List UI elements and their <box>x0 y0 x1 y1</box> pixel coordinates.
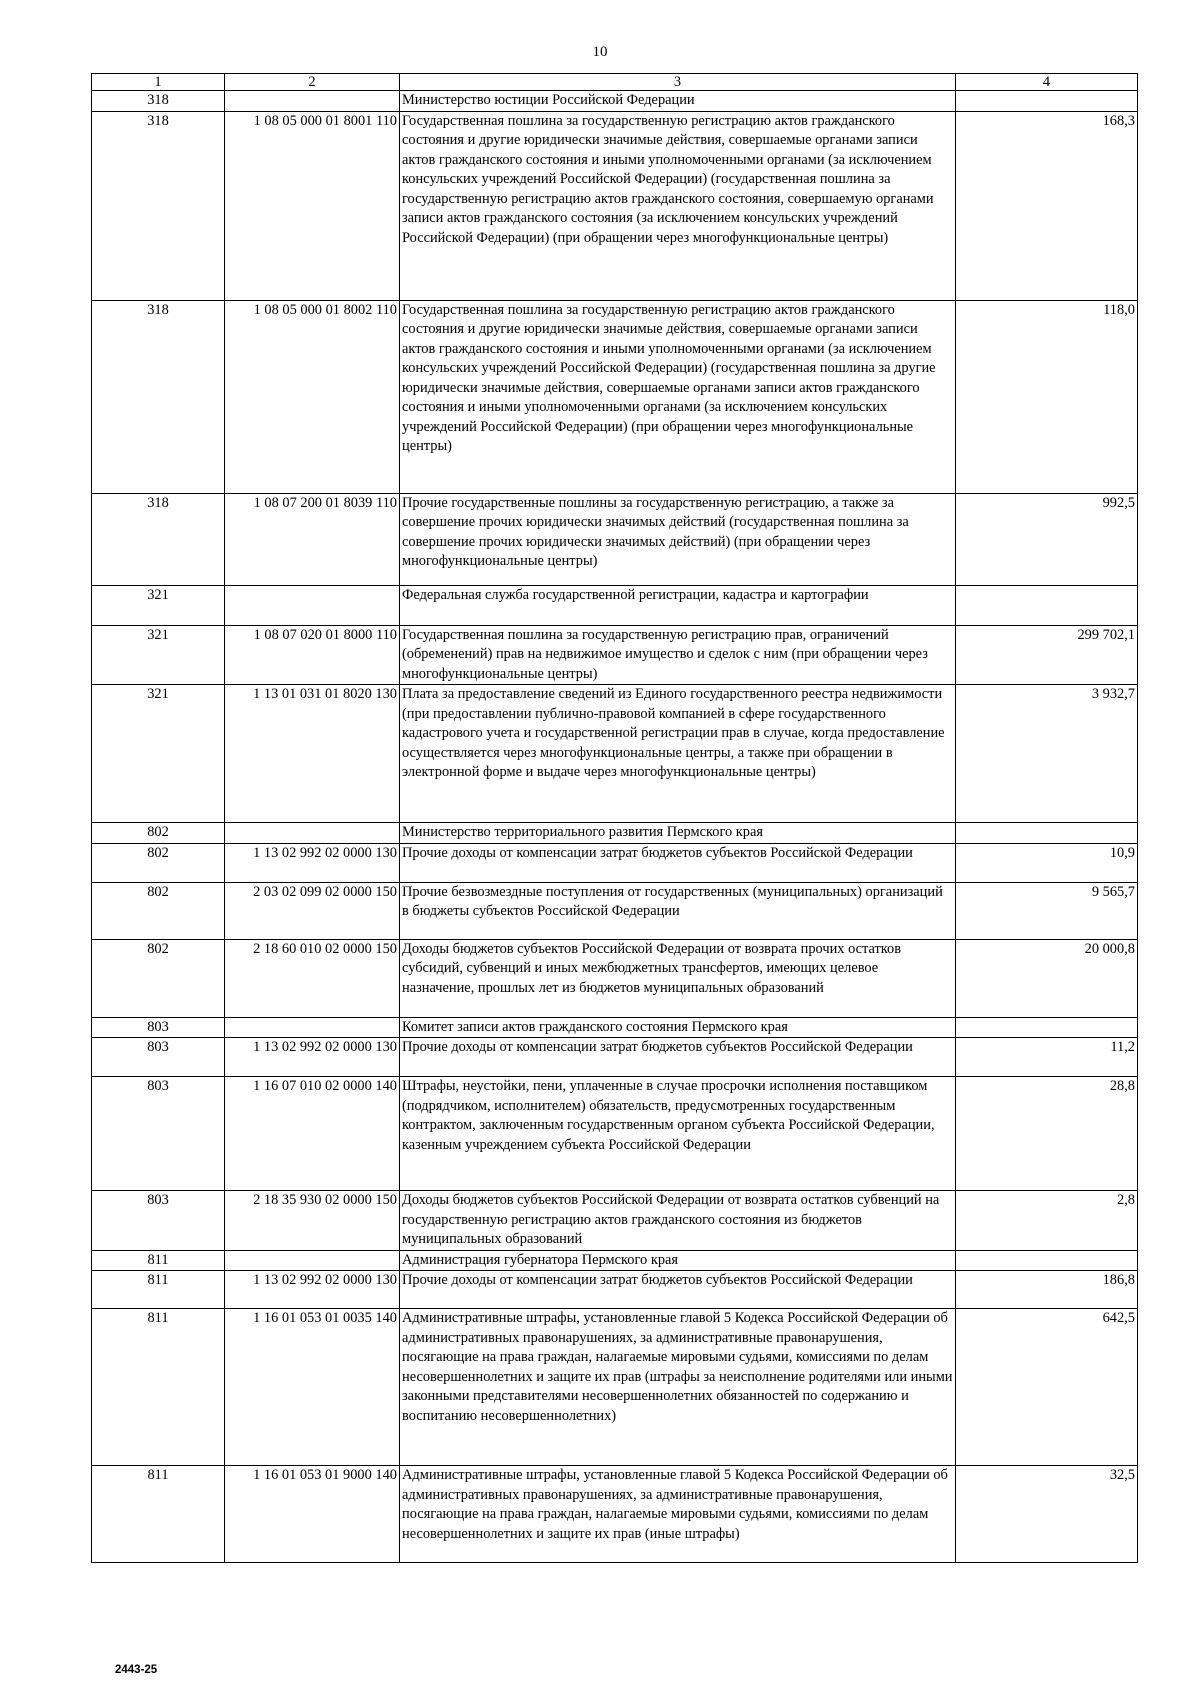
admin-code-cell: 802 <box>92 823 225 844</box>
name-cell: Прочие доходы от компенсации затрат бюджетов субъектов Российской Федерации <box>400 1038 956 1077</box>
budget-code-cell <box>225 585 400 625</box>
name-cell: Прочие государственные пошлины за государственную регистрацию, а также за совершение прочих юридически значимых действий (государственная пошлина за совершение прочих юридически значимых действий) (при обращении через многофункциональные центры) <box>400 493 956 585</box>
budget-code-cell: 2 18 35 930 02 0000 150 <box>225 1191 400 1251</box>
table-row <box>92 585 1138 625</box>
admin-code-cell: 321 <box>92 625 225 685</box>
amount-cell: 992,5 <box>956 493 1138 585</box>
budget-code-cell: 2 18 60 010 02 0000 150 <box>225 939 400 1017</box>
header-col-1: 1 <box>92 74 225 91</box>
header-col-3: 3 <box>400 74 956 91</box>
name-cell: Прочие безвозмездные поступления от государственных (муниципальных) организаций в бюджеты субъектов Российской Федерации <box>400 882 956 939</box>
page-number: 10 <box>592 44 608 60</box>
budget-code-cell: 1 13 01 031 01 8020 130 <box>225 685 400 823</box>
admin-code-cell: 811 <box>92 1271 225 1309</box>
budget-code-cell: 1 16 07 010 02 0000 140 <box>225 1077 400 1191</box>
admin-code-cell: 318 <box>92 493 225 585</box>
amount-cell <box>956 823 1138 844</box>
admin-code-cell: 803 <box>92 1191 225 1251</box>
amount-cell: 20 000,8 <box>956 939 1138 1017</box>
admin-code-cell: 318 <box>92 111 225 300</box>
amount-cell: 168,3 <box>956 111 1138 300</box>
amount-cell <box>956 1017 1138 1038</box>
admin-code-cell: 811 <box>92 1466 225 1563</box>
name-cell: Министерство территориального развития Пермского края <box>400 823 956 844</box>
budget-code-cell: 1 08 07 200 01 8039 110 <box>225 493 400 585</box>
table-row <box>92 1271 1138 1309</box>
admin-code-cell: 803 <box>92 1077 225 1191</box>
name-cell: Административные штрафы, установленные главой 5 Кодекса Российской Федерации об административных правонарушениях, за административные правонарушения, посягающие на права граждан, налагаемые мировыми судьями, комиссиями по делам несовершеннолетних и защите их прав (иные штрафы) <box>400 1466 956 1563</box>
name-cell: Комитет записи актов гражданского состояния Пермского края <box>400 1017 956 1038</box>
admin-code-cell: 802 <box>92 843 225 882</box>
amount-cell: 3 932,7 <box>956 685 1138 823</box>
budget-code-cell: 1 08 05 000 01 8001 110 <box>225 111 400 300</box>
name-cell: Государственная пошлина за государственную регистрацию актов гражданского состояния и другие юридически значимые действия, совершаемые органами записи актов гражданского состояния и иными уполномоченными органами (за исключением консульских учреждений Российской Федерации) (государственная пошлина за другие юридически значимые действия, совершаемые органами записи актов гражданского состояния и иными уполномоченными органами (за исключением консульских учреждений Российской Федерации) (при обращении через многофункциональные центры) <box>400 300 956 493</box>
admin-code-cell: 321 <box>92 685 225 823</box>
amount-cell: 9 565,7 <box>956 882 1138 939</box>
budget-code-cell <box>225 1017 400 1038</box>
amount-cell <box>956 1250 1138 1271</box>
amount-cell: 186,8 <box>956 1271 1138 1309</box>
amount-cell: 11,2 <box>956 1038 1138 1077</box>
budget-code-cell: 1 13 02 992 02 0000 130 <box>225 843 400 882</box>
budget-code-cell: 1 13 02 992 02 0000 130 <box>225 1038 400 1077</box>
name-cell: Прочие доходы от компенсации затрат бюджетов субъектов Российской Федерации <box>400 1271 956 1309</box>
budget-code-cell: 1 08 05 000 01 8002 110 <box>225 300 400 493</box>
name-cell: Штрафы, неустойки, пени, уплаченные в случае просрочки исполнения поставщиком (подрядчиком, исполнителем) обязательств, предусмотренных государственным контрактом, заключенным государственным органом субъекта Российской Федерации, казенным учреждением субъекта Российской Федерации <box>400 1077 956 1191</box>
name-cell: Федеральная служба государственной регистрации, кадастра и картографии <box>400 585 956 625</box>
header-col-2: 2 <box>225 74 400 91</box>
budget-code-cell: 1 16 01 053 01 9000 140 <box>225 1466 400 1563</box>
table-row <box>92 1466 1138 1563</box>
admin-code-cell: 802 <box>92 939 225 1017</box>
budget-code-cell: 1 13 02 992 02 0000 130 <box>225 1271 400 1309</box>
table-row <box>92 1077 1138 1191</box>
table-row <box>92 111 1138 300</box>
name-cell: Административные штрафы, установленные главой 5 Кодекса Российской Федерации об административных правонарушениях, за административные правонарушения, посягающие на права граждан, налагаемые мировыми судьями, комиссиями по делам несовершеннолетних и защите их прав (штрафы за неисполнение родителями или иными законными представителями несовершеннолетних обязанностей по содержанию и воспитанию несовершеннолетних) <box>400 1309 956 1466</box>
name-cell: Прочие доходы от компенсации затрат бюджетов субъектов Российской Федерации <box>400 843 956 882</box>
table-row <box>92 1017 1138 1038</box>
table-row <box>92 300 1138 493</box>
amount-cell: 2,8 <box>956 1191 1138 1251</box>
table-row <box>92 823 1138 844</box>
table-row <box>92 625 1138 685</box>
budget-code-cell: 1 16 01 053 01 0035 140 <box>225 1309 400 1466</box>
document-id: 2443-25 <box>115 1664 158 1676</box>
budget-code-cell <box>225 823 400 844</box>
revenue-table <box>91 73 1138 1563</box>
admin-code-cell: 811 <box>92 1250 225 1271</box>
admin-code-cell: 318 <box>92 91 225 112</box>
amount-cell: 118,0 <box>956 300 1138 493</box>
table-row <box>92 91 1138 112</box>
amount-cell <box>956 585 1138 625</box>
header-col-4: 4 <box>956 74 1138 91</box>
amount-cell: 28,8 <box>956 1077 1138 1191</box>
table-row <box>92 1191 1138 1251</box>
admin-code-cell: 318 <box>92 300 225 493</box>
amount-cell <box>956 91 1138 112</box>
budget-code-cell: 2 03 02 099 02 0000 150 <box>225 882 400 939</box>
admin-code-cell: 321 <box>92 585 225 625</box>
budget-code-cell: 1 08 07 020 01 8000 110 <box>225 625 400 685</box>
table-row <box>92 1038 1138 1077</box>
name-cell: Плата за предоставление сведений из Единого государственного реестра недвижимости (при предоставлении публично-правовой компанией в сфере государственного кадастрового учета и государственной регистрации прав в случае, когда предоставление осуществляется через многофункциональные центры, а также при обращении в электронной форме и выдаче через многофункциональные центры) <box>400 685 956 823</box>
admin-code-cell: 803 <box>92 1038 225 1077</box>
name-cell: Доходы бюджетов субъектов Российской Федерации от возврата прочих остатков субсидий, субвенций и иных межбюджетных трансфертов, имеющих целевое назначение, прошлых лет из бюджетов муниципальных образований <box>400 939 956 1017</box>
table-row <box>92 882 1138 939</box>
table-row <box>92 685 1138 823</box>
table-row <box>92 493 1138 585</box>
table-header-row <box>92 74 1138 91</box>
name-cell: Доходы бюджетов субъектов Российской Федерации от возврата остатков субвенций на государственную регистрацию актов гражданского состояния из бюджетов муниципальных образований <box>400 1191 956 1251</box>
table-row <box>92 1309 1138 1466</box>
admin-code-cell: 803 <box>92 1017 225 1038</box>
name-cell: Государственная пошлина за государственную регистрацию прав, ограничений (обременений) прав на недвижимое имущество и сделок с ним (при обращении через многофункциональные центры) <box>400 625 956 685</box>
amount-cell: 299 702,1 <box>956 625 1138 685</box>
budget-code-cell <box>225 1250 400 1271</box>
table-row <box>92 939 1138 1017</box>
budget-code-cell <box>225 91 400 112</box>
name-cell: Государственная пошлина за государственную регистрацию актов гражданского состояния и другие юридически значимые действия, совершаемые органами записи актов гражданского состояния и иными уполномоченными органами (за исключением консульских учреждений Российской Федерации) (государственная пошлина за государственную регистрацию актов гражданского состояния, совершаемую органами записи актов гражданского состояния (за исключением консульских учреждений Российской Федерации) (при обращении через многофункциональные центры) <box>400 111 956 300</box>
name-cell: Администрация губернатора Пермского края <box>400 1250 956 1271</box>
table-row <box>92 1250 1138 1271</box>
table-row <box>92 843 1138 882</box>
name-cell: Министерство юстиции Российской Федерации <box>400 91 956 112</box>
admin-code-cell: 811 <box>92 1309 225 1466</box>
amount-cell: 10,9 <box>956 843 1138 882</box>
admin-code-cell: 802 <box>92 882 225 939</box>
amount-cell: 32,5 <box>956 1466 1138 1563</box>
amount-cell: 642,5 <box>956 1309 1138 1466</box>
